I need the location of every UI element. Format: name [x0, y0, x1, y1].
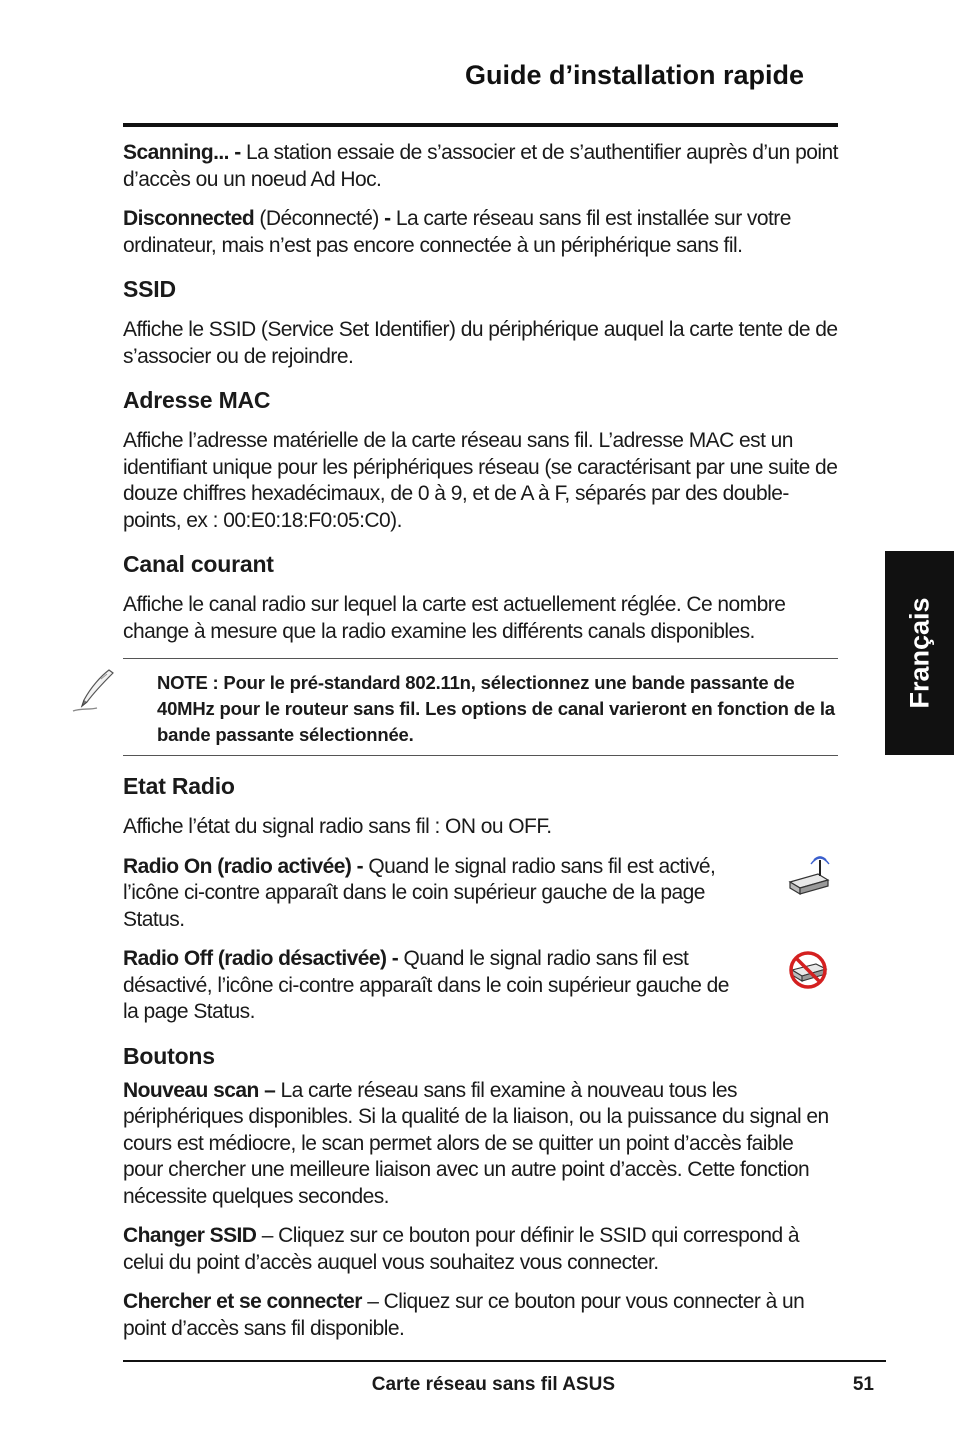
page-number: 51 [852, 1374, 874, 1395]
body-canal: Affiche le canal radio sur lequel la carte est actuellement réglée. Ce nombre change à mesure que la radio examine les différents canals disponibles. [123, 593, 786, 643]
heading-boutons: Boutons [123, 1042, 215, 1069]
language-tab [885, 551, 954, 755]
note-block [123, 658, 838, 756]
desc-disconnected: La carte réseau sans fil est installée sur votre ordinateur, mais n’est pas encore connectée à un périphérique sans fil. [123, 207, 791, 257]
desc-scanning: La station essaie de s’associer et de s’authentifier auprès d’un point d’accès ou un noeud Ad Hoc. [123, 141, 838, 191]
language-tab-label: Français [904, 597, 934, 709]
button-desc-changer-ssid [123, 1223, 838, 1276]
body-ssid: Affiche le SSID (Service Set Identifier) du périphérique auquel la carte tente de de s’associer ou de rejoindre. [123, 318, 838, 368]
router-disabled-icon [784, 946, 832, 990]
header-rule [123, 123, 838, 127]
term-disconnected-dash: - [384, 207, 391, 230]
heading-ssid: SSID [123, 276, 176, 302]
desc-nouveau-scan: La carte réseau sans fil examine à nouveau tous les périphériques disponibles. Si la qualité de la liaison, ou la puissance du signal en cours est médiocre, le scan permet alors de se quitter un point d’accès faible pour chercher une meilleure liaison avec un autre point d’accès. Cette fonction nécessite quelques secondes. [123, 1078, 829, 1208]
page-content [123, 140, 838, 1355]
status-disconnected [123, 206, 838, 259]
radio-on-paragraph [123, 854, 838, 934]
button-desc-nouveau-scan [123, 1078, 838, 1211]
note-text: NOTE : Pour le pré-standard 802.11n, sélectionnez une bande passante de 40MHz pour le routeur sans fil. Les options de canal varieront en fonction de la bande passante sélectionnée. [157, 672, 835, 745]
desc-chercher: – Cliquez sur ce bouton pour vous connecter à un point d’accès sans fil disponible. [123, 1290, 805, 1340]
footer-product-name: Carte réseau sans fil ASUS [371, 1374, 615, 1395]
term-radio-off: Radio Off (radio désactivée) - [123, 947, 399, 970]
body-etat-radio: Affiche l’état du signal radio sans fil : ON ou OFF. [123, 815, 552, 838]
term-disconnected: Disconnected [123, 207, 255, 230]
term-nouveau-scan: Nouveau scan – [123, 1078, 276, 1102]
term-changer-ssid: Changer SSID [123, 1224, 257, 1247]
page-header-title: Guide d’installation rapide [464, 60, 804, 90]
heading-mac: Adresse MAC [123, 387, 271, 413]
router-antenna-icon [784, 854, 832, 898]
footer-rule [123, 1360, 886, 1362]
desc-changer-ssid: – Cliquez sur ce bouton pour définir le SSID qui correspond à celui du point d’accès auquel vous souhaitez vous connecter. [123, 1224, 799, 1274]
status-scanning [123, 140, 838, 193]
heading-canal: Canal courant [123, 551, 274, 577]
desc-radio-off: Quand le signal radio sans fil est désactivé, l’icône ci-contre apparaît dans le coin supérieur gauche de la page Status. [123, 947, 729, 1023]
radio-off-paragraph [123, 946, 838, 1026]
heading-etat-radio: Etat Radio [123, 773, 235, 799]
term-chercher: Chercher et se connecter [123, 1290, 362, 1313]
term-radio-on: Radio On (radio activée) - [123, 854, 364, 878]
button-desc-chercher [123, 1289, 838, 1342]
pencil-icon [71, 667, 117, 715]
desc-radio-on: Quand le signal radio sans fil est activé, l’icône ci-contre apparaît dans le coin supérieur gauche de la page Status. [123, 854, 716, 931]
term-scanning: Scanning... - [123, 141, 241, 164]
body-mac: Affiche l’adresse matérielle de la carte réseau sans fil. L’adresse MAC est un identifiant unique pour les périphériques réseau (se caractérisant par une suite de douze chiffres hexadécimaux, de 0 à 9, et de A à F, séparés par des double-points, ex : 00:E0:18:F0:05:C0). [123, 429, 838, 532]
term-disconnected-translation: (Déconnecté) [254, 207, 385, 230]
